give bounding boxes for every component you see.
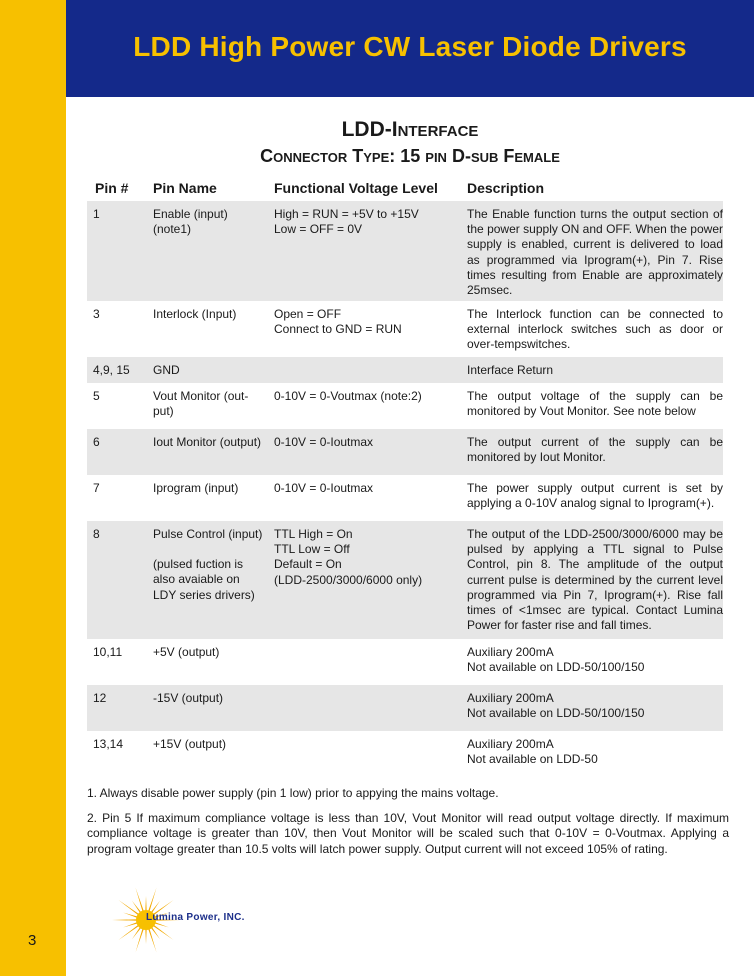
voltage-line: Low = OFF = 0V (274, 222, 363, 237)
pin-number: 3 (93, 307, 100, 321)
pin-name-line: Interlock (Input) (153, 307, 237, 321)
pin-name-line: Vout Monitor (out- (153, 389, 249, 403)
table-row (87, 521, 723, 639)
logo-ray (152, 924, 173, 940)
voltage-level (274, 389, 467, 429)
pin-number: 5 (93, 389, 100, 403)
logo-ray (145, 896, 146, 912)
voltage-line: (LDD-2500/3000/6000 only) (274, 572, 423, 587)
table-body (87, 201, 723, 777)
pin-description: The Interlock function can be connected to external interlock switches such as door or over-tempswitches. (467, 307, 723, 352)
side-accent-bar (0, 0, 66, 976)
pin-name-line: +15V (output) (153, 737, 227, 751)
pin-number: 8 (93, 527, 100, 541)
page-number: 3 (28, 932, 37, 949)
section-title: LDD-Interface (341, 118, 479, 141)
logo-ray (135, 927, 144, 952)
table-row (87, 383, 723, 429)
voltage-level (274, 207, 467, 301)
pin-description (467, 737, 723, 777)
table-row (87, 201, 723, 301)
pin-name (153, 435, 274, 475)
pin-description: The output voltage of the supply can be monitored by Vout Monitor. See note below (467, 389, 723, 419)
description-line: Not available on LDD-50/100/150 (467, 660, 645, 675)
header-description: Description (467, 180, 545, 196)
description-line: Not available on LDD-50/100/150 (467, 706, 645, 721)
voltage-line: High = RUN = +5V to +15V (274, 207, 419, 221)
pin-name (153, 481, 274, 521)
note-1: 1. Always disable power supply (pin 1 low) prior to appying the mains voltage. (87, 786, 499, 800)
voltage-level (274, 737, 467, 777)
pin-name-line: Iprogram (input) (153, 481, 239, 495)
voltage-line: TTL High = On (274, 527, 353, 541)
table-row (87, 685, 723, 731)
logo-ray (148, 927, 157, 952)
voltage-line: Open = OFF (274, 307, 342, 321)
voltage-level (274, 527, 467, 639)
pin-name-line: Enable (input) (153, 207, 228, 221)
description-line: Auxiliary 200mA (467, 737, 554, 751)
banner-title: LDD High Power CW Laser Diode Drivers (133, 31, 687, 62)
pin-name-line: (pulsed fuction is (153, 557, 244, 572)
table-row (87, 357, 723, 383)
pin-name (153, 363, 274, 383)
voltage-line: 0-10V = 0-Ioutmax (274, 481, 374, 495)
voltage-line: 0-10V = 0-Ioutmax (274, 435, 374, 449)
pin-description: The Enable function turns the output section of the power supply ON and OFF. When the power supply is enabled, current is delivered to load as programmed via Iprogram(+), Pin 7. Rise times resulting from Enable are approximately 25msec. (467, 207, 723, 298)
voltage-line: Default = On (274, 557, 342, 572)
table-row (87, 301, 723, 357)
pin-number: 10,11 (93, 645, 123, 659)
voltage-level (274, 481, 467, 521)
header-banner (66, 0, 754, 97)
pin-name (153, 645, 274, 685)
description-line: Not available on LDD-50 (467, 752, 598, 767)
pin-number: 1 (93, 207, 100, 221)
pin-number: 7 (93, 481, 100, 495)
logo-ray (118, 900, 139, 916)
logo-ray (118, 924, 139, 940)
header-pin: Pin # (95, 180, 129, 196)
logo-ray (145, 928, 146, 944)
pin-name-line (153, 542, 274, 557)
voltage-line: 0-10V = 0-Voutmax (note:2) (274, 389, 422, 403)
logo-ray (148, 888, 157, 913)
pin-name-line: Pulse Control (input) (153, 527, 263, 541)
table-row (87, 639, 723, 685)
table-row (87, 475, 723, 521)
pin-name-line: Iout Monitor (output) (153, 435, 262, 449)
voltage-level (274, 435, 467, 475)
description-line: Auxiliary 200mA (467, 645, 554, 659)
pin-description: The power supply output current is set by applying a 0-10V analog signal to Iprogram(+). (467, 481, 723, 511)
pin-name-line: also avaiable on (153, 572, 240, 587)
pin-number: 12 (93, 691, 107, 705)
voltage-line: TTL Low = Off (274, 542, 350, 557)
header-voltage-level: Functional Voltage Level (274, 180, 438, 196)
pin-description: The output of the LDD-2500/3000/6000 may be pulsed by applying a TTL signal to Pulse Control, pin 8. The amplitude of the output current pulse is determined by the current level programmed via Pin 7, Iprogram(+). Rise fall times of <1msec are typical. Contact Lumina Power for faster rise and fall times. (467, 527, 723, 633)
pin-name (153, 691, 274, 731)
voltage-line: Connect to GND = RUN (274, 322, 402, 337)
pin-description (467, 691, 723, 731)
logo-ray (135, 888, 144, 913)
pin-name (153, 207, 274, 301)
section-subtitle: Connector Type: 15 pin D-sub Female (260, 146, 560, 166)
pin-name (153, 307, 274, 357)
logo-text: Lumina Power, INC. (146, 912, 245, 923)
pin-name-line: (note1) (153, 222, 192, 237)
pin-name-line: -15V (output) (153, 691, 224, 705)
pin-name (153, 389, 274, 429)
voltage-level (274, 691, 467, 731)
logo-ray (112, 919, 138, 920)
voltage-level (274, 645, 467, 685)
pin-name (153, 527, 274, 639)
pin-number: 6 (93, 435, 100, 449)
note-2: 2. Pin 5 If maximum compliance voltage is less than 10V, Vout Monitor will read output voltage directly. If maximum compliance voltage is greater than 10V, then Vout Monitor will be scaled such that 0-10V = 0-Voutmax. Applying a program voltage greater than 10.5 volts will latch power supply. Output current will not exceed 105% of rating. (87, 810, 729, 856)
pin-number: 4,9, 15 (93, 363, 130, 377)
pin-name (153, 737, 274, 777)
pin-name-line: GND (153, 363, 180, 377)
header-pin-name: Pin Name (153, 180, 217, 196)
notes (87, 786, 729, 866)
pin-name-line: put) (153, 404, 174, 419)
pin-name-line: +5V (output) (153, 645, 220, 659)
pin-number: 13,14 (93, 737, 124, 751)
pin-table (87, 175, 723, 777)
description-line: Auxiliary 200mA (467, 691, 554, 705)
pin-name-line: LDY series drivers) (153, 587, 255, 602)
pin-description: The output current of the supply can be monitored by Iout Monitor. (467, 435, 723, 465)
pin-description: Interface Return (467, 363, 554, 377)
table-header (87, 175, 723, 201)
table-row (87, 429, 723, 475)
voltage-level (274, 307, 467, 357)
voltage-level (274, 363, 467, 383)
pin-description (467, 645, 723, 685)
table-row (87, 731, 723, 777)
